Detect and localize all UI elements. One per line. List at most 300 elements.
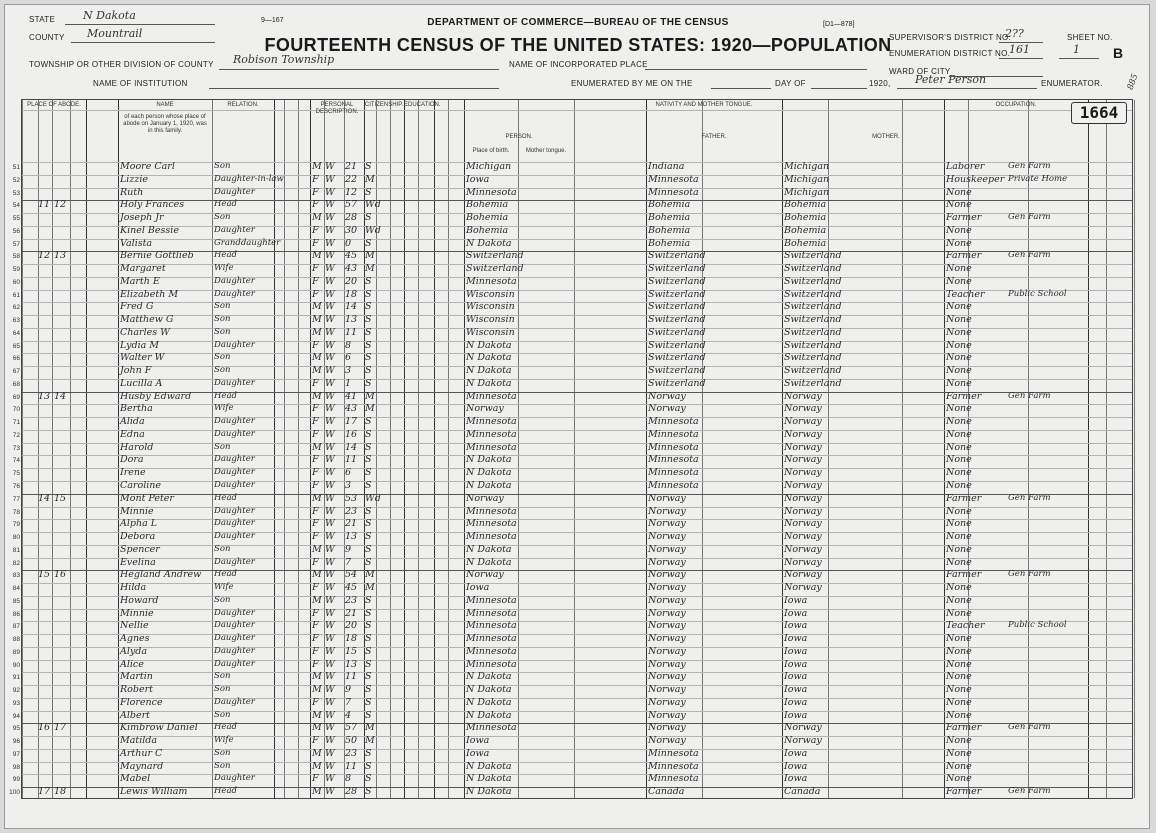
birthplace-cell: Minnesota (466, 505, 517, 517)
mother-birthplace-cell: Switzerland (784, 250, 842, 262)
race-cell: W (325, 390, 335, 402)
supervisor-label: SUPERVISOR'S DISTRICT NO. (889, 33, 1012, 42)
marital-cell: S (365, 633, 372, 645)
occupation-cell: None (946, 607, 972, 619)
birthplace-cell: Minnesota (466, 390, 517, 402)
father-birthplace-cell: Norway (648, 696, 686, 708)
marital-cell: S (365, 645, 372, 657)
relation-cell: Daughter (214, 467, 255, 478)
line-number: 66 (12, 355, 20, 363)
birthplace-cell: N Dakota (466, 696, 512, 708)
line-number: 67 (12, 368, 20, 376)
mother-birthplace-cell: Switzerland (784, 301, 842, 313)
birthplace-cell: Norway (466, 569, 504, 581)
father-birthplace-cell: Switzerland (648, 314, 706, 326)
ward-label: WARD OF CITY (889, 67, 951, 76)
name-cell: Alice (120, 658, 144, 670)
column-divider (702, 100, 703, 798)
age-cell: 21 (345, 161, 358, 172)
mother-birthplace-cell: Norway (784, 416, 822, 428)
sheet-stamp: 1664 (1071, 102, 1127, 124)
occupation-cell: None (946, 645, 972, 657)
occupation-cell: None (946, 531, 972, 543)
race-cell: W (325, 786, 335, 798)
marital-cell: M (365, 403, 375, 415)
mother-birthplace-cell: Bohemia (784, 199, 827, 211)
age-cell: 0 (345, 237, 352, 249)
marital-cell: S (365, 377, 372, 389)
occupation-cell: None (946, 594, 972, 606)
column-divider (298, 100, 299, 798)
age-cell: 45 (345, 250, 358, 262)
relation-cell: Daughter (214, 288, 255, 299)
line-number: 83 (12, 572, 20, 580)
line-number: 91 (12, 674, 20, 682)
father-birthplace-cell: Switzerland (648, 339, 706, 351)
age-cell: 13 (345, 531, 358, 543)
name-cell: Dora (120, 454, 144, 466)
age-cell: 22 (345, 173, 358, 185)
sex-cell: F (312, 288, 319, 300)
father-birthplace-cell: Minnesota (648, 480, 699, 491)
tongue-head: Mother tongue. (525, 148, 567, 154)
column-divider (434, 100, 435, 798)
sex-cell: M (312, 301, 322, 313)
marital-cell: S (365, 161, 372, 172)
line-number: 64 (12, 329, 20, 337)
line-number: 85 (12, 597, 20, 605)
sex-cell: F (312, 454, 319, 466)
marital-cell: Wd (365, 199, 381, 211)
occupation-cell: None (946, 199, 972, 211)
father-birthplace-cell: Norway (648, 556, 686, 568)
race-cell: W (325, 480, 335, 491)
sex-cell: M (312, 365, 322, 377)
birthplace-cell: Minnesota (466, 416, 517, 428)
birthplace-cell: Iowa (466, 173, 490, 185)
relation-cell: Daughter (214, 633, 255, 644)
race-cell: W (325, 556, 335, 568)
sex-cell: M (312, 786, 322, 798)
race-cell: W (325, 760, 335, 772)
occupation-cell: None (946, 352, 972, 364)
name-cell: Kimbrow Daniel (120, 722, 198, 734)
line-number: 94 (12, 712, 20, 720)
relation-cell: Son (214, 684, 231, 695)
birthplace-cell: Minnesota (466, 275, 517, 287)
line-number: 98 (12, 763, 20, 771)
birthplace-cell: Minnesota (466, 518, 517, 530)
mother-birthplace-cell: Iowa (784, 620, 808, 632)
relation-cell: Daughter (214, 531, 255, 542)
sex-cell: F (312, 263, 319, 275)
sex-cell: F (312, 505, 319, 517)
line-number: 87 (12, 623, 20, 631)
father-birthplace-cell: Norway (648, 684, 686, 696)
birthplace-cell: Minnesota (466, 441, 517, 453)
occupation-head: OCCUPATION. (995, 102, 1037, 108)
supervisor-value: 2?? (1005, 27, 1024, 40)
race-cell: W (325, 454, 335, 466)
name-cell: Irene (120, 467, 146, 479)
mother-birthplace-cell: Switzerland (784, 288, 842, 300)
relation-cell: Daughter (214, 658, 255, 669)
mother-birthplace-cell: Michigan (784, 173, 830, 185)
father-birthplace-cell: Canada (648, 786, 685, 798)
birthplace-cell: Wisconsin (466, 326, 515, 338)
sex-cell: F (312, 480, 319, 491)
line-number: 57 (12, 240, 20, 248)
birthplace-cell: Iowa (466, 747, 490, 759)
marital-cell: M (365, 173, 375, 185)
township-label: TOWNSHIP OR OTHER DIVISION OF COUNTY (29, 60, 214, 69)
mother-birthplace-cell: Norway (784, 403, 822, 415)
sex-cell: M (312, 722, 322, 734)
title-main: FOURTEENTH CENSUS OF THE UNITED STATES: 1920—POPULATION (264, 35, 892, 55)
sheet-label: SHEET NO. (1067, 33, 1113, 42)
relation-cell: Son (214, 352, 231, 363)
name-cell: Florence (120, 696, 163, 708)
sex-cell: F (312, 518, 319, 530)
mother-birthplace-cell: Michigan (784, 186, 830, 198)
sex-cell: M (312, 543, 322, 555)
father-birthplace-cell: Norway (648, 735, 686, 747)
father-birthplace-cell: Norway (648, 607, 686, 619)
marital-cell: Wd (365, 224, 381, 236)
marital-cell: S (365, 428, 372, 440)
sex-cell: M (312, 441, 322, 453)
race-cell: W (325, 250, 335, 262)
birthplace-cell: Minnesota (466, 594, 517, 606)
incorporated-line (645, 56, 867, 70)
mother-birthplace-cell: Norway (784, 582, 822, 594)
age-cell: 11 (345, 454, 358, 466)
father-birthplace-cell: Switzerland (648, 365, 706, 377)
mother-birthplace-cell: Iowa (784, 709, 808, 721)
line-number: 56 (12, 227, 20, 235)
father-birthplace-cell: Bohemia (648, 199, 691, 211)
birthplace-cell: N Dakota (466, 556, 512, 568)
birthplace-cell: Bohemia (466, 199, 509, 211)
birthplace-cell: N Dakota (466, 480, 512, 491)
sex-cell: M (312, 314, 322, 326)
name-cell: Walter W (120, 352, 165, 364)
line-number: 70 (12, 406, 20, 414)
occupation-cell: None (946, 403, 972, 415)
relation-cell: Daughter (214, 275, 255, 286)
relation-cell: Head (214, 786, 237, 797)
marital-cell: M (365, 569, 375, 581)
father-birthplace-cell: Switzerland (648, 326, 706, 338)
age-cell: 57 (345, 199, 358, 211)
industry-cell: Private Home (1008, 173, 1068, 184)
line-number: 99 (12, 776, 20, 784)
father-birthplace-cell: Norway (648, 543, 686, 555)
relation-cell: Son (214, 441, 231, 452)
name-cell: Holy Frances (120, 199, 185, 211)
occupation-cell: None (946, 684, 972, 696)
birthplace-cell: Wisconsin (466, 301, 515, 313)
name-cell: Bertha (120, 403, 153, 415)
column-divider (1088, 100, 1089, 798)
column-divider (86, 100, 87, 798)
relation-cell: Wife (214, 582, 234, 593)
occupation-cell: None (946, 467, 972, 479)
column-divider (782, 100, 783, 798)
age-cell: 23 (345, 505, 358, 517)
birthplace-cell: Norway (466, 403, 504, 415)
occupation-cell: None (946, 709, 972, 721)
sex-cell: F (312, 275, 319, 287)
sex-cell: M (312, 212, 322, 224)
mother-birthplace-cell: Switzerland (784, 352, 842, 364)
occupation-cell: None (946, 416, 972, 428)
column-divider (418, 100, 419, 798)
age-cell: 12 (345, 186, 358, 198)
marital-cell: S (365, 786, 372, 798)
relation-cell: Daughter (214, 428, 255, 439)
race-cell: W (325, 416, 335, 428)
race-cell: W (325, 212, 335, 224)
name-cell: Lucilla A (120, 377, 163, 389)
relation-cell: Daughter (214, 480, 255, 490)
name-subhead: of each person whose place of abode on January 1, 1920, was in this family. (123, 114, 207, 134)
name-cell: Lizzie (120, 173, 149, 185)
age-cell: 23 (345, 747, 358, 759)
name-cell: Mabel (120, 773, 151, 785)
census-grid (9, 99, 1133, 799)
name-cell: Margaret (120, 263, 166, 275)
race-cell: W (325, 441, 335, 453)
industry-cell: Gen Farm (1008, 786, 1051, 797)
institution-label: NAME OF INSTITUTION (93, 79, 188, 88)
occupation-cell: None (946, 263, 972, 275)
enumerator-label: ENUMERATOR. (1041, 79, 1103, 88)
sex-cell: F (312, 186, 319, 198)
sex-cell: M (312, 671, 322, 683)
occupation-cell: None (946, 377, 972, 389)
form-code: [D1—878] (823, 21, 855, 28)
sex-cell: M (312, 352, 322, 364)
sex-cell: F (312, 658, 319, 670)
name-cell: Martin (120, 671, 153, 683)
industry-cell: Gen Farm (1008, 390, 1051, 401)
occupation-cell: Farmer (946, 390, 982, 402)
race-cell: W (325, 365, 335, 377)
sex-cell: M (312, 747, 322, 759)
age-cell: 14 (345, 441, 358, 453)
race-cell: W (325, 696, 335, 708)
relation-cell: Head (214, 569, 237, 580)
occupation-cell: None (946, 556, 972, 568)
name-cell: Harold (120, 441, 154, 453)
father-birthplace-cell: Norway (648, 709, 686, 721)
occupation-cell: None (946, 658, 972, 670)
form-number: 9—167 (261, 17, 284, 24)
line-number: 55 (12, 215, 20, 223)
sex-cell: F (312, 696, 319, 708)
race-cell: W (325, 199, 335, 211)
age-cell: 3 (345, 365, 352, 377)
race-cell: W (325, 161, 335, 172)
occupation-cell: Farmer (946, 722, 982, 734)
sex-cell: M (312, 250, 322, 262)
father-birthplace-cell: Norway (648, 658, 686, 670)
column-divider (944, 100, 945, 798)
race-cell: W (325, 275, 335, 287)
marital-cell: S (365, 237, 372, 249)
occupation-cell: None (946, 773, 972, 785)
occupation-cell: Teacher (946, 620, 985, 632)
race-cell: W (325, 531, 335, 543)
mother-birthplace-cell: Switzerland (784, 275, 842, 287)
age-cell: 9 (345, 543, 352, 555)
mother-birthplace-cell: Norway (784, 454, 822, 466)
column-divider (118, 100, 119, 798)
line-number: 75 (12, 470, 20, 478)
marital-cell: M (365, 390, 375, 402)
column-divider (574, 100, 575, 798)
age-cell: 8 (345, 339, 352, 351)
sex-cell: M (312, 760, 322, 772)
mother-birthplace-cell: Iowa (784, 607, 808, 619)
name-cell: Matilda (120, 735, 158, 747)
column-divider (646, 100, 647, 798)
race-cell: W (325, 518, 335, 530)
father-birthplace-cell: Bohemia (648, 224, 691, 236)
relation-cell: Daughter (214, 645, 255, 656)
race-cell: W (325, 288, 335, 300)
name-head: NAME (156, 102, 174, 108)
father-birthplace-cell: Minnesota (648, 747, 699, 759)
birthplace-cell: N Dakota (466, 543, 512, 555)
age-cell: 11 (345, 760, 358, 772)
state-value: N Dakota (83, 9, 136, 22)
birthplace-cell: N Dakota (466, 377, 512, 389)
name-cell: Marth E (120, 275, 160, 287)
father-birthplace-cell: Switzerland (648, 352, 706, 364)
occupation-cell: None (946, 365, 972, 377)
father-birthplace-cell: Switzerland (648, 263, 706, 275)
column-divider (464, 100, 465, 798)
relation-cell: Daughter (214, 377, 255, 388)
dwelling-number: 12 (38, 250, 51, 262)
relation-cell: Head (214, 390, 237, 401)
title-department: DEPARTMENT OF COMMERCE—BUREAU OF THE CENSUS (427, 17, 729, 28)
column-divider (274, 100, 275, 798)
column-divider (902, 100, 903, 798)
mother-birthplace-cell: Iowa (784, 773, 808, 785)
name-cell: Kinel Bessie (120, 224, 179, 236)
age-cell: 21 (345, 518, 358, 530)
age-cell: 41 (345, 390, 358, 402)
age-cell: 57 (345, 722, 358, 734)
race-cell: W (325, 620, 335, 632)
line-number: 96 (12, 738, 20, 746)
relation-cell: Daughter (214, 696, 255, 707)
birthplace-cell: N Dakota (466, 237, 512, 249)
line-number: 51 (12, 164, 20, 171)
father-birthplace-cell: Norway (648, 633, 686, 645)
relation-cell: Son (214, 161, 231, 171)
marital-cell: S (365, 747, 372, 759)
occupation-cell: None (946, 454, 972, 466)
birthplace-cell: N Dakota (466, 671, 512, 683)
dwelling-number: 16 (38, 722, 51, 734)
marital-cell: M (365, 722, 375, 734)
father-birthplace-cell: Switzerland (648, 275, 706, 287)
relation-cell: Son (214, 709, 231, 720)
marital-cell: Wd (365, 492, 381, 504)
mother-birthplace-cell: Iowa (784, 633, 808, 645)
name-cell: Robert (120, 684, 153, 696)
name-cell: Minnie (120, 607, 154, 619)
age-cell: 17 (345, 416, 358, 428)
line-number: 53 (12, 189, 20, 197)
column-divider (1028, 100, 1029, 798)
column-divider (448, 100, 449, 798)
name-cell: Mont Peter (120, 492, 174, 504)
race-cell: W (325, 224, 335, 236)
birthplace-cell: Iowa (466, 582, 490, 594)
mother-birthplace-cell: Norway (784, 556, 822, 568)
occupation-cell: None (946, 480, 972, 491)
marital-cell: S (365, 531, 372, 543)
line-number: 76 (12, 483, 20, 490)
age-cell: 11 (345, 326, 358, 338)
marital-cell: S (365, 620, 372, 632)
column-divider (310, 100, 311, 798)
occupation-cell: None (946, 339, 972, 351)
race-cell: W (325, 569, 335, 581)
birthplace-cell: Minnesota (466, 633, 517, 645)
father-birthplace-cell: Norway (648, 390, 686, 402)
marital-cell: S (365, 441, 372, 453)
line-number: 71 (12, 419, 20, 427)
column-divider (390, 100, 391, 798)
occupation-cell: None (946, 747, 972, 759)
marital-cell: S (365, 671, 372, 683)
margin-note-top: 885 (1125, 72, 1141, 92)
relation-cell: Daughter (214, 607, 255, 618)
birthplace-cell: N Dakota (466, 684, 512, 696)
sheet-value: 1 (1073, 43, 1080, 56)
line-number: 72 (12, 431, 20, 439)
marital-cell: S (365, 607, 372, 619)
line-number: 97 (12, 750, 20, 758)
line-number: 69 (12, 393, 20, 401)
occupation-cell: None (946, 671, 972, 683)
marital-cell: S (365, 709, 372, 721)
age-cell: 53 (345, 492, 358, 504)
occupation-cell: None (946, 760, 972, 772)
sex-cell: F (312, 173, 319, 185)
age-cell: 28 (345, 212, 358, 224)
age-cell: 14 (345, 301, 358, 313)
line-number: 59 (12, 266, 20, 274)
occupation-cell: Houskeeper (946, 173, 1005, 185)
mother-birthplace-cell: Iowa (784, 658, 808, 670)
relation-cell: Daughter (214, 620, 255, 631)
age-cell: 6 (345, 352, 352, 364)
marital-cell: S (365, 314, 372, 326)
relation-cell: Head (214, 492, 237, 503)
line-number: 60 (12, 278, 20, 286)
mother-birthplace-cell: Iowa (784, 747, 808, 759)
birthplace-cell: N Dakota (466, 365, 512, 377)
line-number: 78 (12, 508, 20, 516)
mother-birthplace-cell: Norway (784, 735, 822, 747)
